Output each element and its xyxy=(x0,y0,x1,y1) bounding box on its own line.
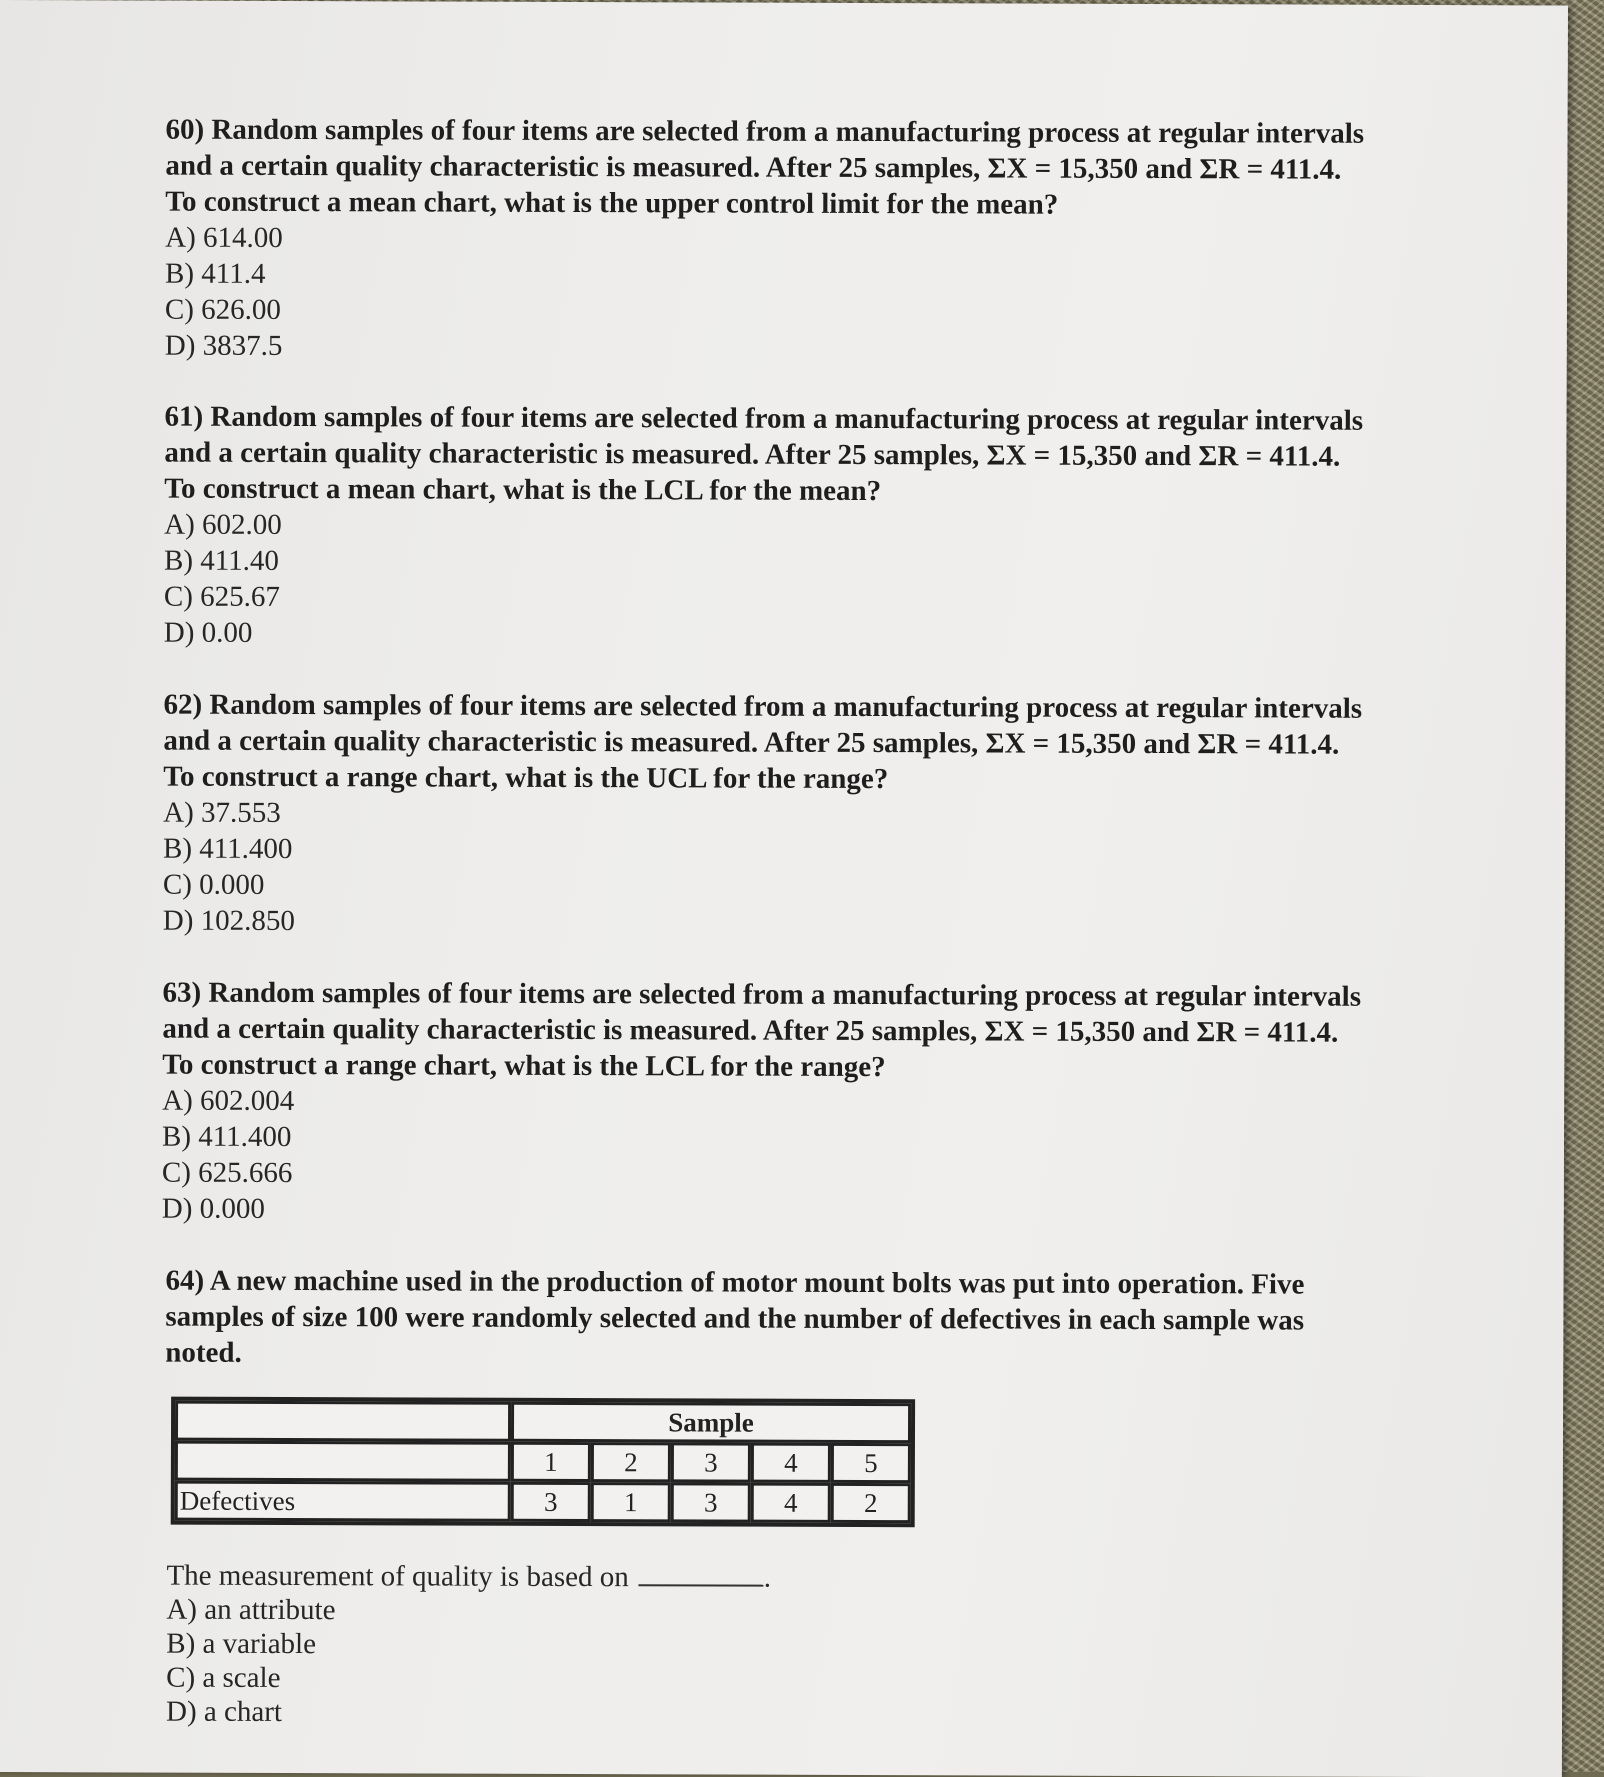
question-60-option-c: C) 626.00 xyxy=(164,293,281,326)
question-61-option-b: B) 411.40 xyxy=(163,544,280,577)
question-62 xyxy=(163,687,1404,943)
question-64-line-3: noted. xyxy=(165,1336,242,1369)
sample-header: Sample xyxy=(511,1402,911,1443)
question-60-line-1: 60) Random samples of four items are selected from a manufacturing process at regular intervals xyxy=(165,113,1365,150)
question-61-option-d: D) 0.00 xyxy=(163,616,253,649)
table-row xyxy=(175,1441,911,1484)
sample-number-1: 1 xyxy=(511,1442,591,1482)
question-63-option-a: A) 602.004 xyxy=(162,1084,295,1118)
question-64-line-1: 64) A new machine used in the production of motor mount bolts was put into operation. Five xyxy=(165,1264,1305,1301)
question-60-line-3: To construct a mean chart, what is the upper control limit for the mean? xyxy=(165,185,1059,221)
question-60-line-2: and a certain quality characteristic is measured. After 25 samples, ΣX = 15,350 and ΣR = 411.4. xyxy=(165,149,1342,186)
question-63 xyxy=(162,975,1403,1231)
question-60-option-d: D) 3837.5 xyxy=(164,329,283,362)
defectives-value-4: 4 xyxy=(751,1483,831,1523)
question-62-line-2: and a certain quality characteristic is measured. After 25 samples, ΣX = 15,350 and ΣR = 411.4. xyxy=(163,724,1340,761)
table-row xyxy=(175,1481,911,1524)
question-64-option-b: B) a variable xyxy=(166,1627,317,1661)
question-62-option-c: C) 0.000 xyxy=(162,868,265,901)
question-64-prompt-period: . xyxy=(763,1561,772,1594)
defectives-row-label: Defectives xyxy=(175,1481,511,1522)
question-64-prompt-text: The measurement of quality is based on xyxy=(166,1559,629,1594)
question-60-option-a: A) 614.00 xyxy=(165,221,283,254)
question-62-option-b: B) 411.400 xyxy=(162,832,293,866)
question-61 xyxy=(164,399,1405,655)
fill-in-blank xyxy=(639,1566,764,1586)
question-61-option-a: A) 602.00 xyxy=(164,508,282,541)
table-corner-cell xyxy=(175,1401,511,1442)
question-62-option-a: A) 37.553 xyxy=(163,796,281,829)
question-61-line-1: 61) Random samples of four items are selected from a manufacturing process at regular intervals xyxy=(164,400,1364,437)
sample-number-2: 2 xyxy=(591,1442,671,1482)
table-row xyxy=(175,1401,911,1444)
defectives-value-2: 1 xyxy=(591,1482,671,1522)
question-60 xyxy=(165,112,1406,368)
question-63-line-2: and a certain quality characteristic is measured. After 25 samples, ΣX = 15,350 and ΣR = 411.4. xyxy=(162,1012,1339,1049)
question-64-option-a: A) an attribute xyxy=(166,1593,336,1627)
question-61-line-3: To construct a mean chart, what is the LCL for the mean? xyxy=(164,472,882,508)
question-63-option-d: D) 0.000 xyxy=(161,1192,265,1225)
sample-number-3: 3 xyxy=(671,1442,751,1482)
question-64-option-c: C) a scale xyxy=(166,1661,281,1694)
question-64-prompt xyxy=(166,1559,771,1595)
sample-number-5: 5 xyxy=(831,1443,911,1483)
question-63-line-3: To construct a range chart, what is the LCL for the range? xyxy=(162,1048,886,1084)
question-64 xyxy=(165,1263,1405,1375)
question-62-line-3: To construct a range chart, what is the UCL for the range? xyxy=(163,760,889,796)
question-64-line-2: samples of size 100 were randomly selected and the number of defectives in each sample was xyxy=(165,1300,1305,1337)
question-63-line-1: 63) Random samples of four items are selected from a manufacturing process at regular intervals xyxy=(162,976,1362,1013)
question-64-prompt-block xyxy=(166,1559,771,1731)
question-62-option-d: D) 102.850 xyxy=(162,904,295,938)
question-63-option-c: C) 625.666 xyxy=(161,1156,293,1190)
question-60-option-b: B) 411.4 xyxy=(164,257,266,290)
question-61-option-c: C) 625.67 xyxy=(163,580,280,613)
table-empty-label-cell xyxy=(175,1441,511,1482)
question-62-line-1: 62) Random samples of four items are selected from a manufacturing process at regular intervals xyxy=(163,688,1363,725)
defectives-value-3: 3 xyxy=(671,1482,751,1522)
defectives-table xyxy=(171,1397,915,1528)
defectives-value-1: 3 xyxy=(511,1482,591,1522)
question-61-line-2: and a certain quality characteristic is measured. After 25 samples, ΣX = 15,350 and ΣR = 411.4. xyxy=(164,436,1341,473)
defectives-value-5: 2 xyxy=(831,1483,911,1523)
question-63-option-b: B) 411.400 xyxy=(161,1120,292,1154)
sample-number-4: 4 xyxy=(751,1443,831,1483)
question-64-option-d: D) a chart xyxy=(165,1695,283,1728)
